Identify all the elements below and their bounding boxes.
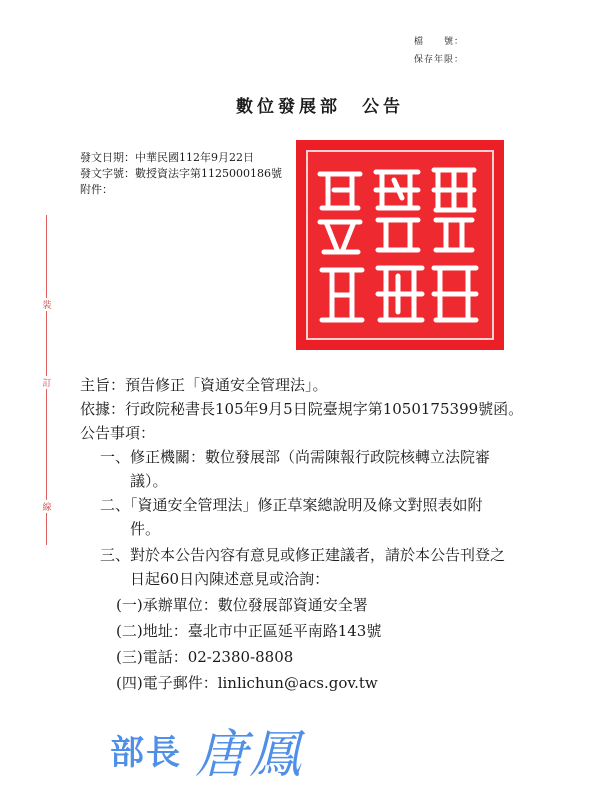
- item-2-line-1: 二、「資通安全管理法」修正草案總說明及條文對照表如附: [100, 496, 483, 514]
- item-3-line-2: 日起60日內陳述意見或洽詢：: [130, 570, 330, 588]
- issue-date: 發文日期：中華民國112年9月22日: [80, 151, 254, 164]
- attachment-label: 附件：: [80, 183, 113, 196]
- announcement-heading: 公告事項：: [80, 424, 156, 442]
- item-3-line-1: 三、對於本公告內容有意見或修正建議者，請於本公告刊登之: [100, 546, 506, 564]
- official-seal: [296, 140, 504, 350]
- item-2-line-2: 件。: [130, 520, 161, 538]
- item-1-line-1: 一、修正機關：數位發展部（尚需陳報行政院核轉立法院審: [100, 448, 491, 466]
- minister-signature-stamp: [110, 712, 303, 787]
- contact-email: (四)電子郵件：linlichun@acs.gov.tw: [116, 674, 378, 692]
- signature-title: 部長: [110, 733, 182, 773]
- binding-mark-ding: 訂: [40, 376, 54, 389]
- binding-mark-xian: 線: [40, 500, 54, 513]
- page-title: 數位發展部 公告: [236, 97, 404, 117]
- contact-unit: (一)承辦單位：數位發展部資通安全署: [116, 596, 368, 614]
- binding-mark-zhuang: 裝: [40, 298, 54, 311]
- subject-line: 主旨：預告修正「資通安全管理法」。: [80, 376, 328, 394]
- item-1-line-2: 議）。: [130, 472, 168, 490]
- signature-name: 唐鳳: [195, 725, 304, 785]
- document-number: 發文字號：數授資法字第1125000186號: [80, 167, 282, 180]
- basis-line: 依據：行政院秘書長105年9月5日院臺規字第1050175399號函。: [80, 400, 524, 418]
- contact-phone: (三)電話：02-2380-8808: [116, 648, 294, 666]
- retention-label: 保存年限：: [414, 55, 465, 65]
- contact-address: (二)地址：臺北市中正區延平南路143號: [116, 622, 382, 640]
- seal-glyphs: [306, 150, 494, 340]
- file-number-label: 檔 號：: [414, 37, 465, 47]
